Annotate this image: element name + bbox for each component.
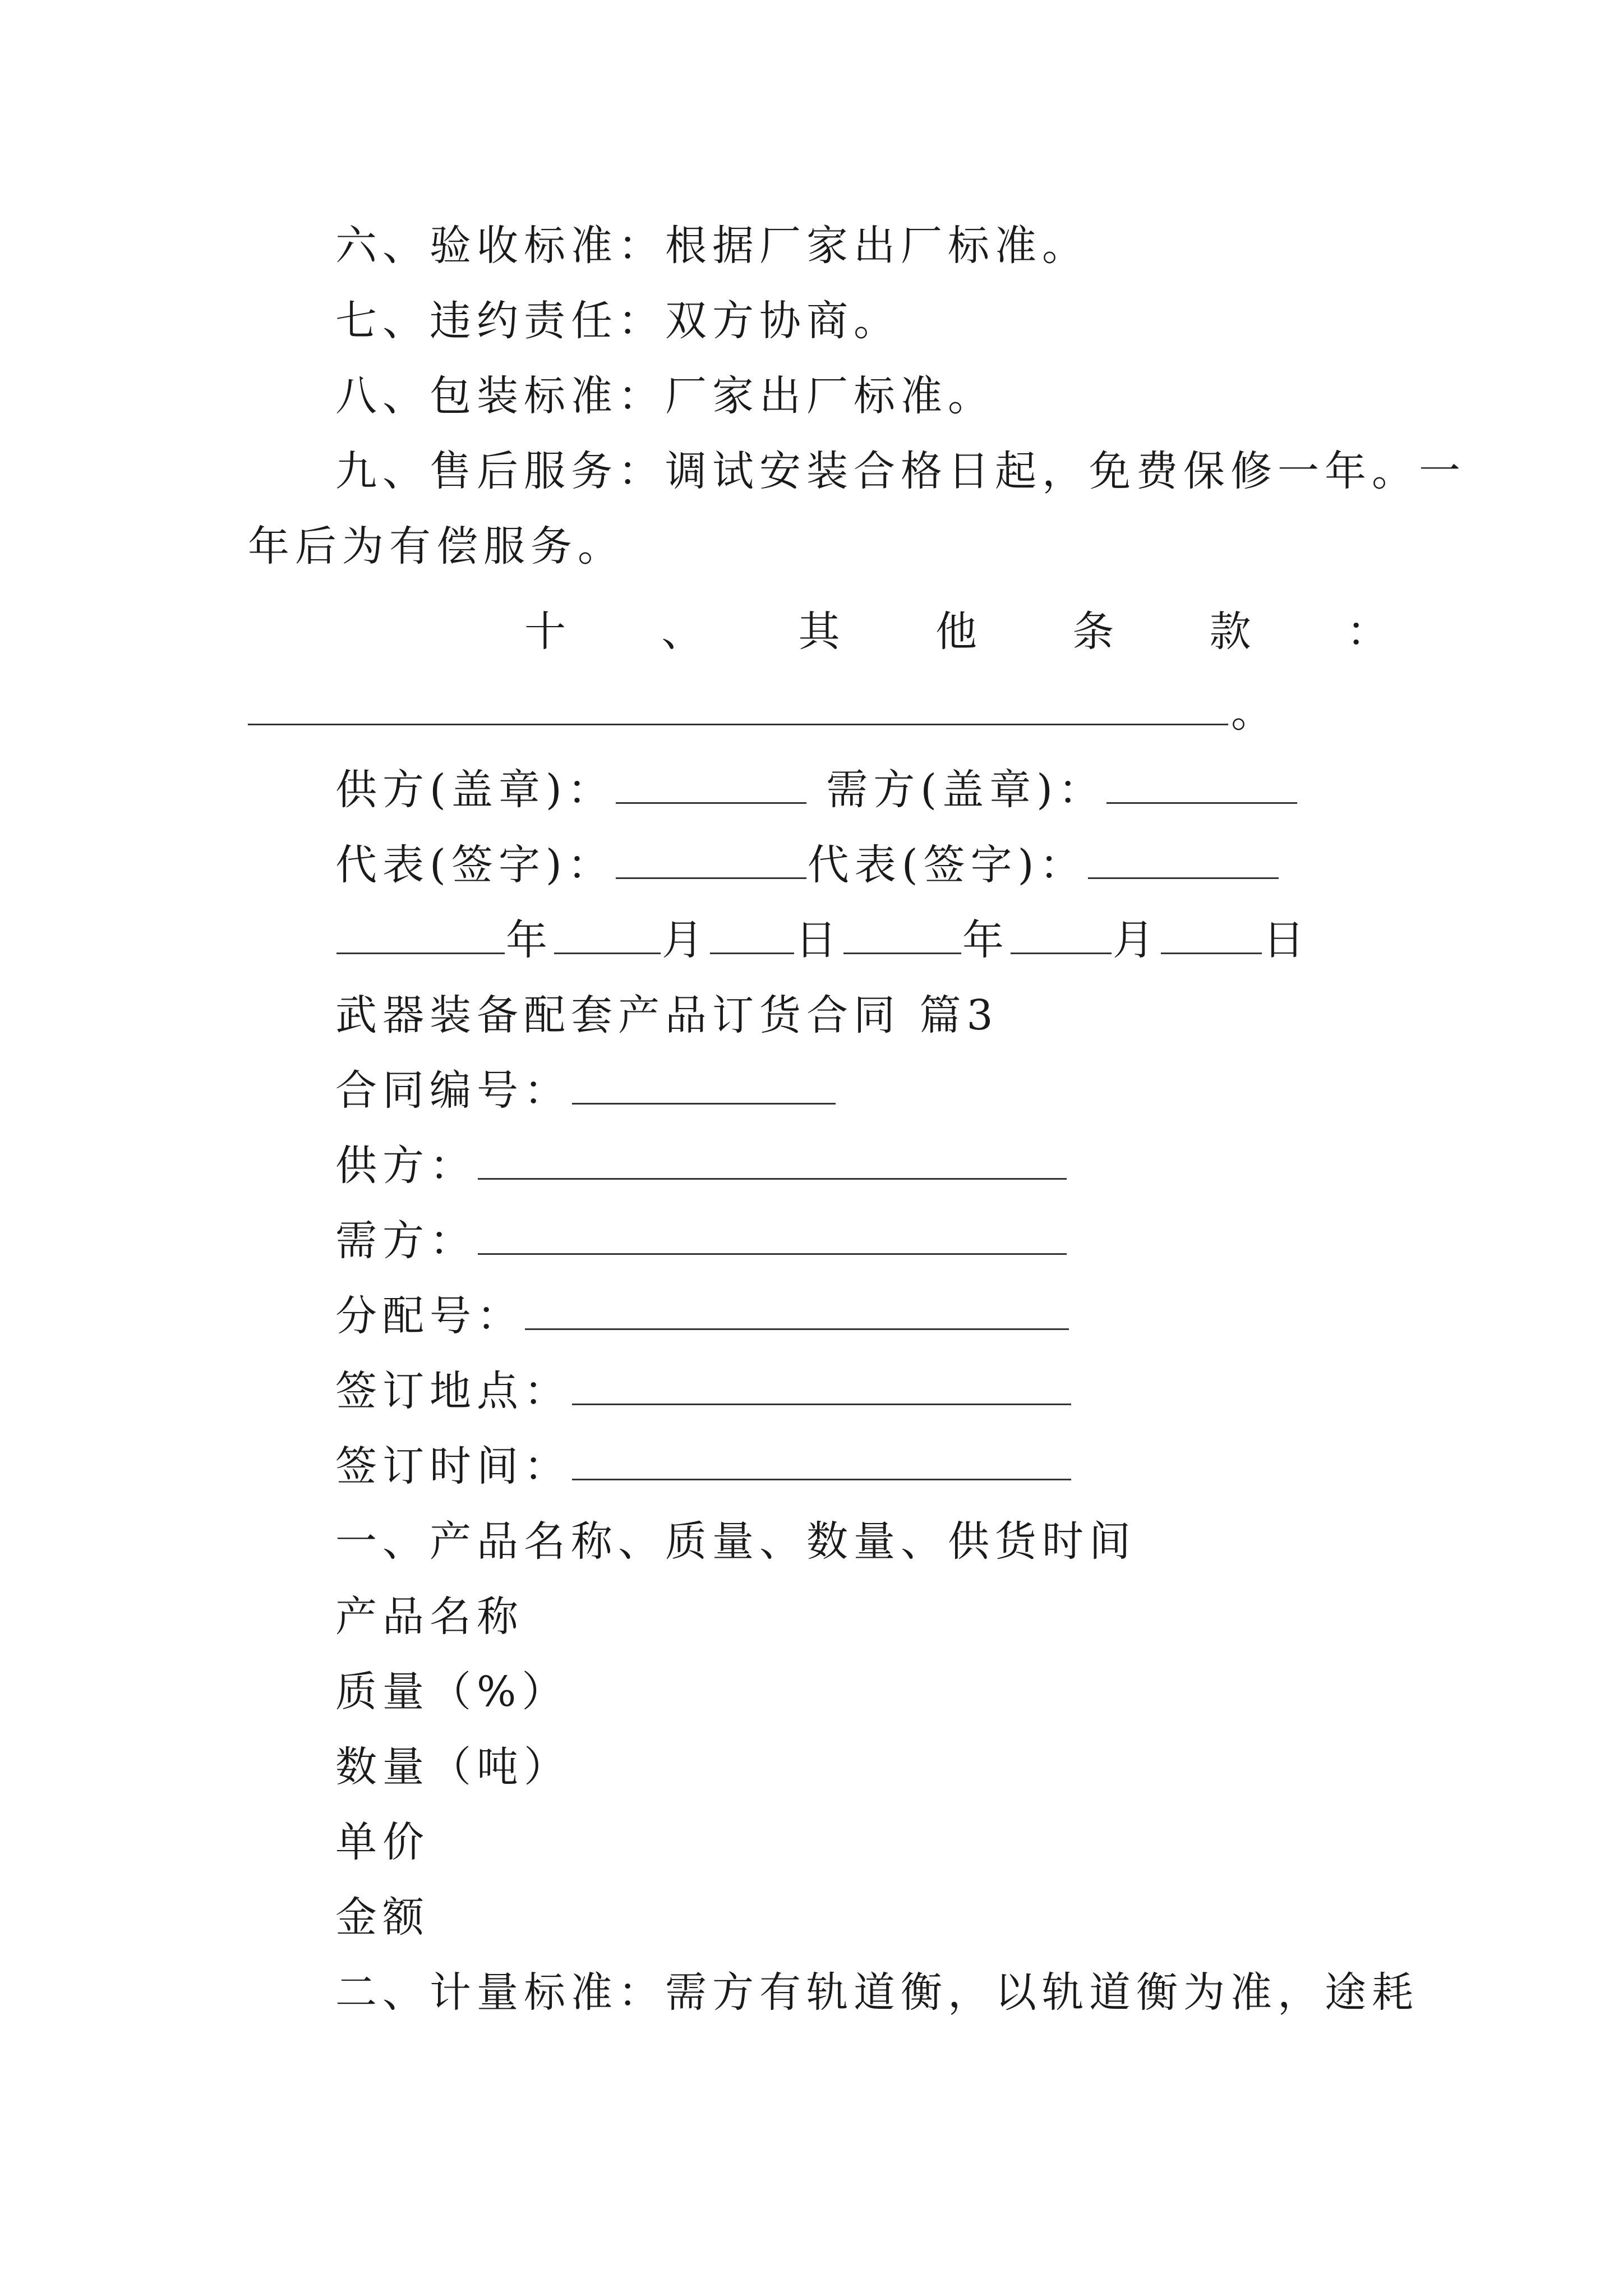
supplier-seal-label: 供方(盖章)： [335,766,615,814]
signing-place-blank[interactable] [572,1369,1071,1405]
buyer-seal-label: 需方(盖章)： [826,766,1106,814]
allocation-number-row [335,1288,1070,1344]
allocation-number-blank[interactable] [525,1294,1069,1330]
signing-time-blank[interactable] [572,1444,1071,1480]
month-blank-2[interactable] [1011,918,1112,954]
supplier-rep-blank[interactable] [616,843,806,879]
amount-label: 金额 [335,1893,430,1941]
day-blank-1[interactable] [710,918,794,954]
day-blank-2[interactable] [1161,918,1262,954]
signing-place-label: 签订地点： [335,1367,571,1415]
buyer-row [335,1213,1068,1269]
product-name-label: 产品名称 [335,1593,524,1641]
month-label-2: 月 [1113,916,1160,964]
month-blank-1[interactable] [554,918,661,954]
supplier-rep-label: 代表(签字)： [335,841,615,889]
clause-acceptance-standard: 六、验收标准：根据厂家出厂标准。 [335,222,1089,270]
clause-other-terms [524,604,1388,660]
clause-after-sales: 九、售后服务：调试安装合格日起，免费保修一年。一 [335,447,1466,495]
other-terms-char: 款 [1209,608,1251,656]
buyer-blank[interactable] [478,1218,1067,1255]
clause-after-sales-continued: 年后为有偿服务。 [248,522,625,570]
section-measurement-standard: 二、计量标准：需方有轨道衡，以轨道衡为准，途耗 [335,1968,1419,2017]
unit-price-label: 单价 [335,1818,430,1866]
year-blank-1[interactable] [336,918,505,954]
year-blank-2[interactable] [843,918,961,954]
quality-label: 质量（%） [335,1668,569,1716]
clause-breach-liability: 七、违约责任：双方协商。 [335,297,901,345]
contract-number-blank[interactable] [572,1068,836,1105]
buyer-seal-blank[interactable] [1106,767,1297,804]
other-terms-char: 十 [524,608,566,656]
quantity-label: 数量（吨） [335,1743,571,1791]
other-terms-blank[interactable] [248,724,1228,725]
other-terms-char: 其 [798,608,840,656]
date-row [335,912,1310,968]
other-terms-char: ： [1346,608,1388,656]
supplier-label: 供方： [335,1142,477,1190]
year-label-2: 年 [962,916,1009,964]
buyer-rep-blank[interactable] [1088,843,1279,879]
contract-heading: 武器装备配套产品订货合同 篇3 [335,991,999,1039]
buyer-rep-label: 代表(签字)： [807,841,1087,889]
supplier-row [335,1138,1068,1194]
other-terms-char: 、 [661,608,703,656]
other-terms-char: 条 [1072,608,1114,656]
contract-number-row [335,1062,837,1119]
seal-row [335,762,1298,818]
contract-number-label: 合同编号： [335,1066,571,1115]
day-label-2: 日 [1263,916,1310,964]
supplier-blank[interactable] [478,1143,1067,1180]
other-terms-period: 。 [1231,688,1272,737]
supplier-seal-blank[interactable] [616,767,806,804]
allocation-number-label: 分配号： [335,1292,524,1340]
other-terms-char: 他 [935,608,977,656]
buyer-label: 需方： [335,1217,477,1265]
section-product-info: 一、产品名称、质量、数量、供货时间 [335,1517,1136,1566]
signing-place-row [335,1363,1072,1419]
clause-packaging-standard: 八、包装标准：厂家出厂标准。 [335,372,995,420]
signing-time-row [335,1438,1072,1494]
day-label-1: 日 [795,916,842,964]
representative-row [335,837,1280,893]
month-label-1: 月 [662,916,709,964]
signing-time-label: 签订时间： [335,1442,571,1490]
year-label-1: 年 [506,916,553,964]
